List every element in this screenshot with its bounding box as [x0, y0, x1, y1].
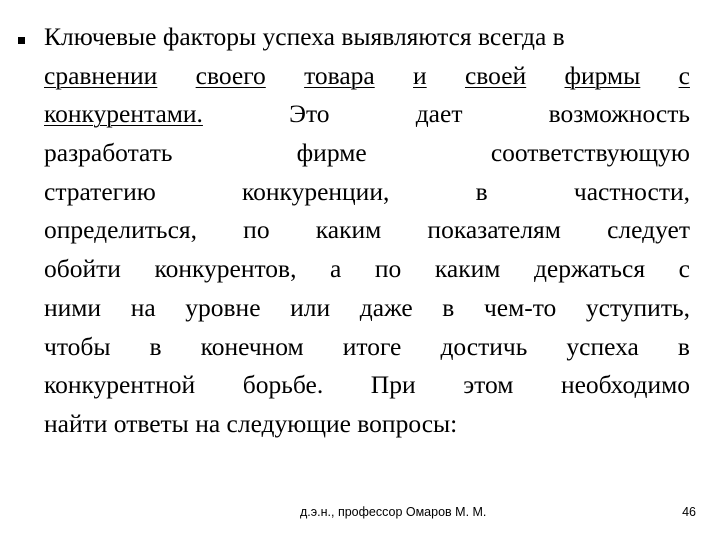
text-line [44, 250, 690, 289]
word: борьбе. [242, 370, 324, 400]
word: определиться, [44, 215, 197, 245]
word: этом [463, 370, 514, 400]
bullet-paragraph [44, 18, 690, 444]
word: Ключевые факторы успеха выявляются всегда в [44, 22, 565, 51]
word: конкуренции, [242, 176, 390, 206]
word: чем-то [483, 292, 557, 322]
word: в [475, 176, 488, 206]
word: в [677, 331, 690, 361]
word: в [149, 331, 162, 361]
word: а [330, 254, 342, 284]
word: своей [464, 60, 527, 90]
square-bullet-icon [18, 37, 25, 44]
text-line [44, 18, 690, 57]
word: каким [434, 254, 501, 284]
word: При [370, 370, 416, 400]
word: фирмы [564, 60, 641, 90]
word: уступить, [585, 292, 690, 322]
word: фирме [296, 138, 367, 168]
word: итоге [342, 331, 402, 361]
word: достичь [440, 331, 528, 361]
text-line [44, 57, 690, 96]
word: товара [304, 60, 375, 90]
word: и [413, 60, 427, 90]
word: конечном [200, 331, 304, 361]
word: даже [359, 292, 413, 322]
word: найти ответы на следующие вопросы: [44, 408, 458, 438]
word: возможность [548, 99, 690, 129]
word: стратегию [44, 176, 156, 206]
text-line [44, 211, 690, 250]
word: каким [315, 215, 382, 245]
word: соответствующую [490, 138, 690, 168]
text-line [44, 328, 690, 367]
word: в [442, 292, 455, 322]
word: держаться [533, 254, 646, 284]
word: с [678, 254, 690, 284]
word: показателям [427, 215, 561, 245]
page-number: 46 [682, 505, 696, 519]
word: обойти [44, 254, 121, 284]
word: дает [415, 99, 463, 129]
text-line [44, 366, 690, 405]
word: конкурентов, [154, 254, 297, 284]
word: необходимо [560, 370, 690, 400]
word: сравнении [44, 60, 158, 90]
word: своего [195, 60, 266, 90]
text-line [44, 95, 690, 134]
text-line [44, 134, 690, 173]
word: по [243, 215, 270, 245]
word: разработать [44, 138, 173, 168]
word: или [290, 292, 331, 322]
word: следует [607, 215, 690, 245]
word: Это [289, 99, 330, 129]
word: с [678, 60, 690, 90]
word: ними [44, 292, 102, 322]
text-line [44, 405, 690, 444]
word: чтобы [44, 331, 111, 361]
word: конкурентной [44, 370, 196, 400]
text-line [44, 173, 690, 212]
text-line [44, 289, 690, 328]
word: частности, [573, 176, 690, 206]
word: конкурентами. [44, 99, 203, 129]
word: на [130, 292, 156, 322]
word: по [374, 254, 402, 284]
footer-author: д.э.н., профессор Омаров М. М. [300, 505, 487, 519]
word: уровне [185, 292, 261, 322]
word: успеха [566, 331, 639, 361]
